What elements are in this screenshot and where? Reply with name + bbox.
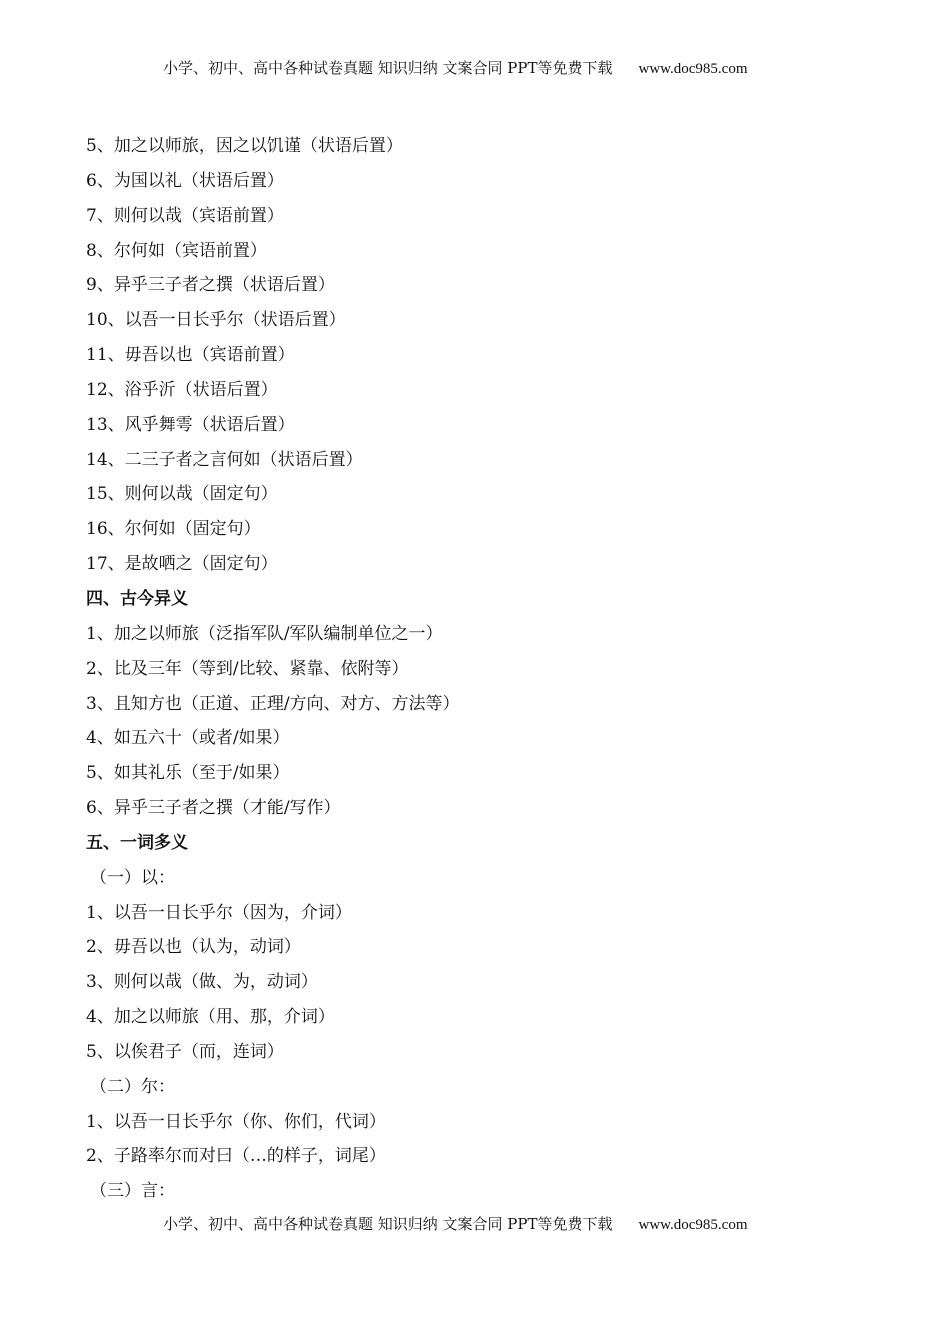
line-1: 5、加之以师旅，因之以饥谨（状语后置）	[86, 136, 403, 156]
line-7: 11、毋吾以也（宾语前置）	[86, 345, 295, 366]
subsection-3: （三）言：	[90, 1181, 175, 1202]
header-text: 小学、初中、高中各种试卷真题 知识归纳 文案合同 PPT等免费下载	[163, 59, 613, 77]
line-6: 10、以吾一日长乎尔（状语后置）	[86, 310, 346, 331]
line-29: 1、以吾一日长乎尔（你、你们，代词）	[86, 1111, 386, 1132]
line-19: 5、如其礼乐（至于/如果）	[86, 763, 290, 784]
line-8: 12、浴乎沂（状语后置）	[86, 379, 278, 400]
line-5: 9、异乎三子者之撰（状语后置）	[86, 275, 335, 296]
section-heading-5: 五、一词多义	[86, 832, 188, 853]
line-26: 4、加之以师旅（用、那，介词）	[86, 1007, 335, 1028]
line-25: 3、则何以哉（做、为，动词）	[86, 972, 318, 993]
line-15: 1、加之以师旅（泛指军队/军队编制单位之一）	[86, 623, 443, 644]
header-url[interactable]: www.doc985.com	[638, 61, 748, 77]
line-17: 3、且知方也（正道、正理/方向、对方、方法等）	[86, 693, 460, 714]
line-30: 2、子路率尔而对曰（…的样子，词尾）	[86, 1146, 386, 1167]
line-9: 13、风乎舞雩（状语后置）	[86, 414, 295, 435]
line-13: 17、是故哂之（固定句）	[86, 554, 278, 575]
document-body	[86, 129, 906, 1209]
line-4: 8、尔何如（宾语前置）	[86, 240, 267, 261]
line-18: 4、如五六十（或者/如果）	[86, 728, 290, 749]
page-footer	[163, 1213, 863, 1234]
section-heading-4: 四、古今异义	[86, 588, 188, 609]
line-16: 2、比及三年（等到/比较、紧靠、依附等）	[86, 658, 409, 679]
line-3: 7、则何以哉（宾语前置）	[86, 205, 284, 226]
line-20: 6、异乎三子者之撰（才能/写作）	[86, 798, 341, 819]
line-12: 16、尔何如（固定句）	[86, 519, 261, 540]
subsection-1: （一）以：	[90, 867, 175, 888]
page-header	[163, 57, 863, 78]
subsection-2: （二）尔：	[90, 1076, 175, 1097]
line-24: 2、毋吾以也（认为，动词）	[86, 937, 301, 958]
line-10: 14、二三子者之言何如（状语后置）	[86, 449, 363, 470]
line-11: 15、则何以哉（固定句）	[86, 484, 278, 505]
line-27: 5、以俟君子（而，连词）	[86, 1041, 284, 1062]
footer-url[interactable]: www.doc985.com	[638, 1217, 748, 1233]
footer-text: 小学、初中、高中各种试卷真题 知识归纳 文案合同 PPT等免费下载	[163, 1215, 613, 1233]
line-23: 1、以吾一日长乎尔（因为，介词）	[86, 902, 352, 923]
line-2: 6、为国以礼（状语后置）	[86, 170, 284, 191]
